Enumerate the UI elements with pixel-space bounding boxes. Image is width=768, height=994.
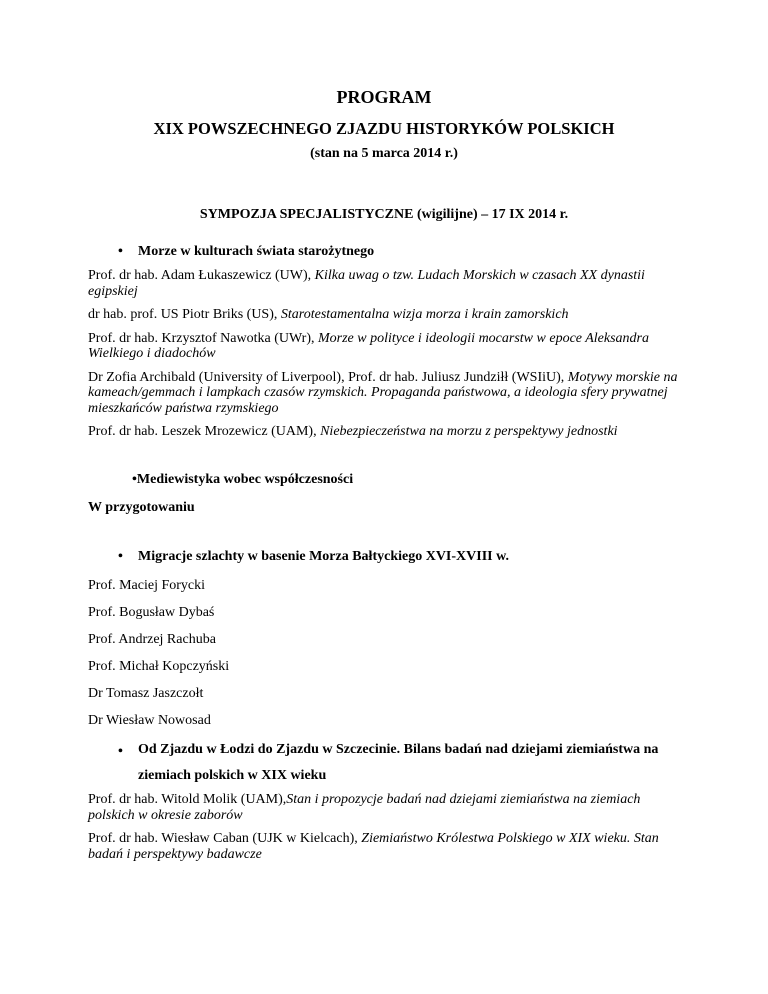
symposium-1-heading [88,244,680,260]
paper-title: Stan i propozycje badań nad dziejami ziemiaństwa na ziemiach polskich w okresie zaborów [88,792,641,823]
symposium-heading-label: Morze w kulturach świata starożytnego [138,244,375,259]
symposium-4-heading [88,737,680,788]
symposium-heading-line-2: ziemiach polskich w XIX wieku [138,767,327,783]
document-title: PROGRAM [336,87,432,107]
symposium-heading-line-1: Od Zjazdu w Łodzi do Zjazdu w Szczecinie. Bilans badań nad dziejami ziemiaństwa na [138,742,659,757]
paper-entry [88,268,680,299]
symposium-2-heading [132,472,680,488]
entry-authors: Prof. dr hab. Leszek Mrozewicz (UAM), [88,424,321,439]
symposium-heading-label: Mediewistyka wobec współczesności [136,471,354,487]
symposium-3-heading [88,549,680,565]
participant-name: Prof. Bogusław Dybaś [88,604,215,620]
bullet-icon: • [132,471,137,487]
symposium-heading-label: Migracje szlachty w basenie Morza Bałtyckiego XVI-XVIII w. [138,548,509,564]
entry-authors: dr hab. prof. US Piotr Briks (US), [88,307,281,322]
entry-authors: Prof. dr hab. Adam Łukaszewicz (UW), [88,268,315,283]
participant-name: Prof. Andrzej Rachuba [88,631,216,647]
paper-title: Starotestamentalna wizja morza i krain zamorskich [280,307,569,322]
status-line: W przygotowaniu [88,499,195,515]
status-note: (stan na 5 marca 2014 r.) [310,146,458,161]
paper-title: Motywy morskie na kameach/gemmach i lampkach czasów rzymskich. Propaganda państwowa, a ideologia sfery prywatnej mieszkańców państwa rzymskiego [88,369,678,416]
paper-entry [88,331,680,362]
paper-entry [88,792,680,823]
participant-name: Prof. Maciej Forycki [88,577,206,593]
paper-title: Morze w polityce i ideologii mocarstw w epoce Aleksandra Wielkiego i diadochów [88,330,650,361]
document-subtitle: XIX POWSZECHNEGO ZJAZDU HISTORYKÓW POLSKICH [153,119,615,138]
entry-authors: Prof. dr hab. Wiesław Caban (UJK w Kielcach), [88,831,362,846]
paper-entry [88,424,680,440]
participant-name: Dr Wiesław Nowosad [88,712,211,728]
entry-authors: Prof. dr hab. Witold Molik (UAM), [88,792,287,807]
entry-authors: Dr Zofia Archibald (University of Liverpool), Prof. dr hab. Juliusz Jundziłł (WSIiU), [88,369,568,385]
participant-name: Dr Tomasz Jaszczołt [88,685,204,701]
participant-name: Prof. Michał Kopczyński [88,658,230,674]
bullet-icon: • [118,744,123,759]
section-heading: SYMPOZJA SPECJALISTYCZNE (wigilijne) – 17 IX 2014 r. [199,207,569,222]
bullet-icon: • [118,548,123,564]
entry-authors: Prof. dr hab. Krzysztof Nawotka (UWr), [88,330,318,346]
paper-title: Ziemiaństwo Królestwa Polskiego w XIX wieku. Stan badań i perspektywy badawcze [88,831,659,862]
paper-title: Niebezpieczeństwa na morzu z perspektywy jednostki [320,424,618,439]
paper-entry [88,307,680,323]
bullet-icon: • [118,244,123,259]
paper-entry [88,831,680,862]
paper-entry [88,370,680,417]
paper-title: Kilka uwag o tzw. Ludach Morskich w czasach XX dynastii egipskiej [88,268,645,299]
